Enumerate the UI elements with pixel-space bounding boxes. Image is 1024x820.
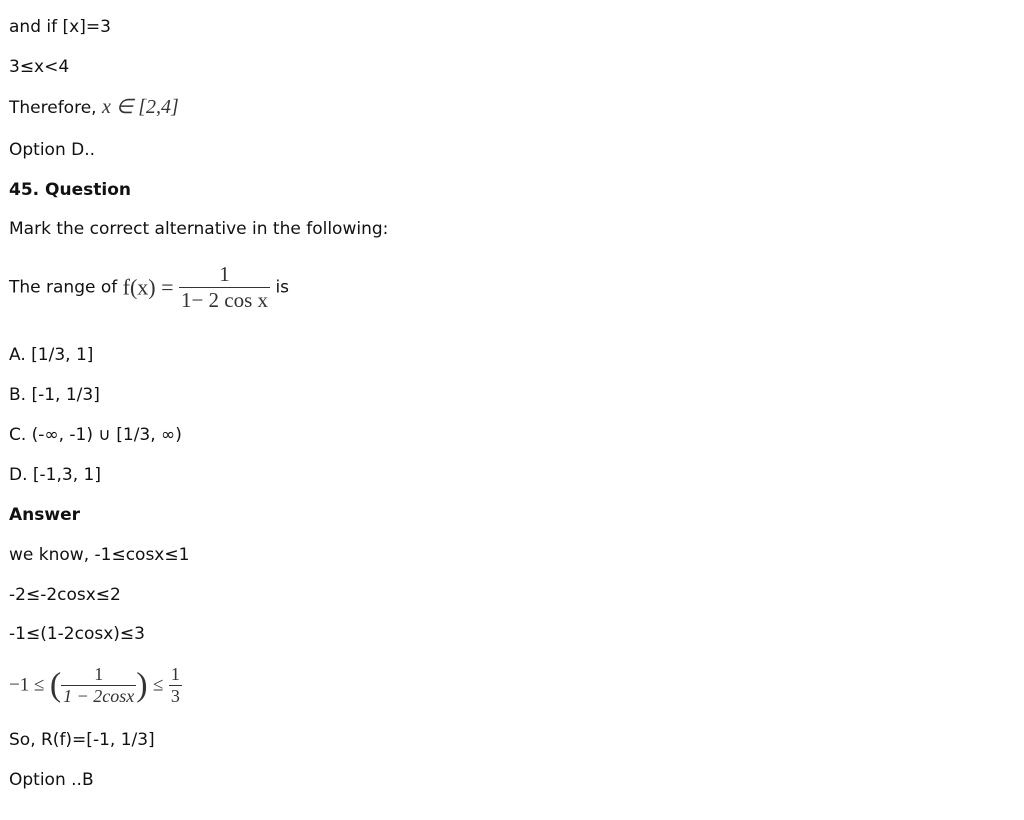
therefore-label: Therefore, (9, 98, 97, 118)
inequality-le: ≤ (153, 674, 164, 696)
option-d: D. [-1,3, 1] (9, 465, 101, 485)
solution-conclusion: So, R(f)=[-1, 1/3] (9, 730, 155, 750)
text-line: Option D.. (9, 140, 96, 160)
function-lhs: f(x) = (122, 274, 174, 300)
close-paren: ) (136, 666, 148, 704)
solution-step: -2≤-2cosx≤2 (9, 585, 121, 605)
text-line: 3≤x<4 (9, 57, 70, 77)
inequality-right-fraction (169, 664, 182, 707)
therefore-line (9, 97, 179, 118)
inequality-math (9, 664, 182, 707)
solution-step: -1≤(1-2cosx)≤3 (9, 624, 145, 644)
solution-step: we know, -1≤cosx≤1 (9, 545, 190, 565)
fraction-denominator: 1− 2 cos x (180, 288, 269, 312)
option-b: B. [-1, 1/3] (9, 385, 100, 405)
inequality-left: −1 ≤ (9, 674, 45, 696)
open-paren: ( (49, 666, 62, 704)
final-answer: Option ..B (9, 770, 94, 790)
answer-heading: Answer (9, 505, 80, 525)
text-line: and if [x]=3 (9, 17, 111, 37)
fraction-denominator: 3 (170, 686, 180, 706)
fraction-numerator: 1 (219, 262, 230, 286)
question-statement (9, 262, 289, 313)
interval-math: x ∈ [2,4] (101, 96, 179, 118)
question-heading: 45. Question (9, 180, 131, 200)
range-suffix: is (275, 277, 290, 298)
option-c: C. (-∞, -1) ∪ [1/3, ∞) (9, 425, 182, 445)
option-a: A. [1/3, 1] (9, 345, 94, 365)
fraction-numerator: 1 (170, 664, 180, 684)
inequality-fraction (61, 664, 136, 707)
fraction-numerator: 1 (94, 664, 104, 684)
range-fraction (179, 262, 270, 313)
range-prefix: The range of (9, 277, 118, 298)
question-instruction: Mark the correct alternative in the following: (9, 219, 389, 239)
fraction-denominator: 1 − 2cosx (63, 686, 135, 706)
